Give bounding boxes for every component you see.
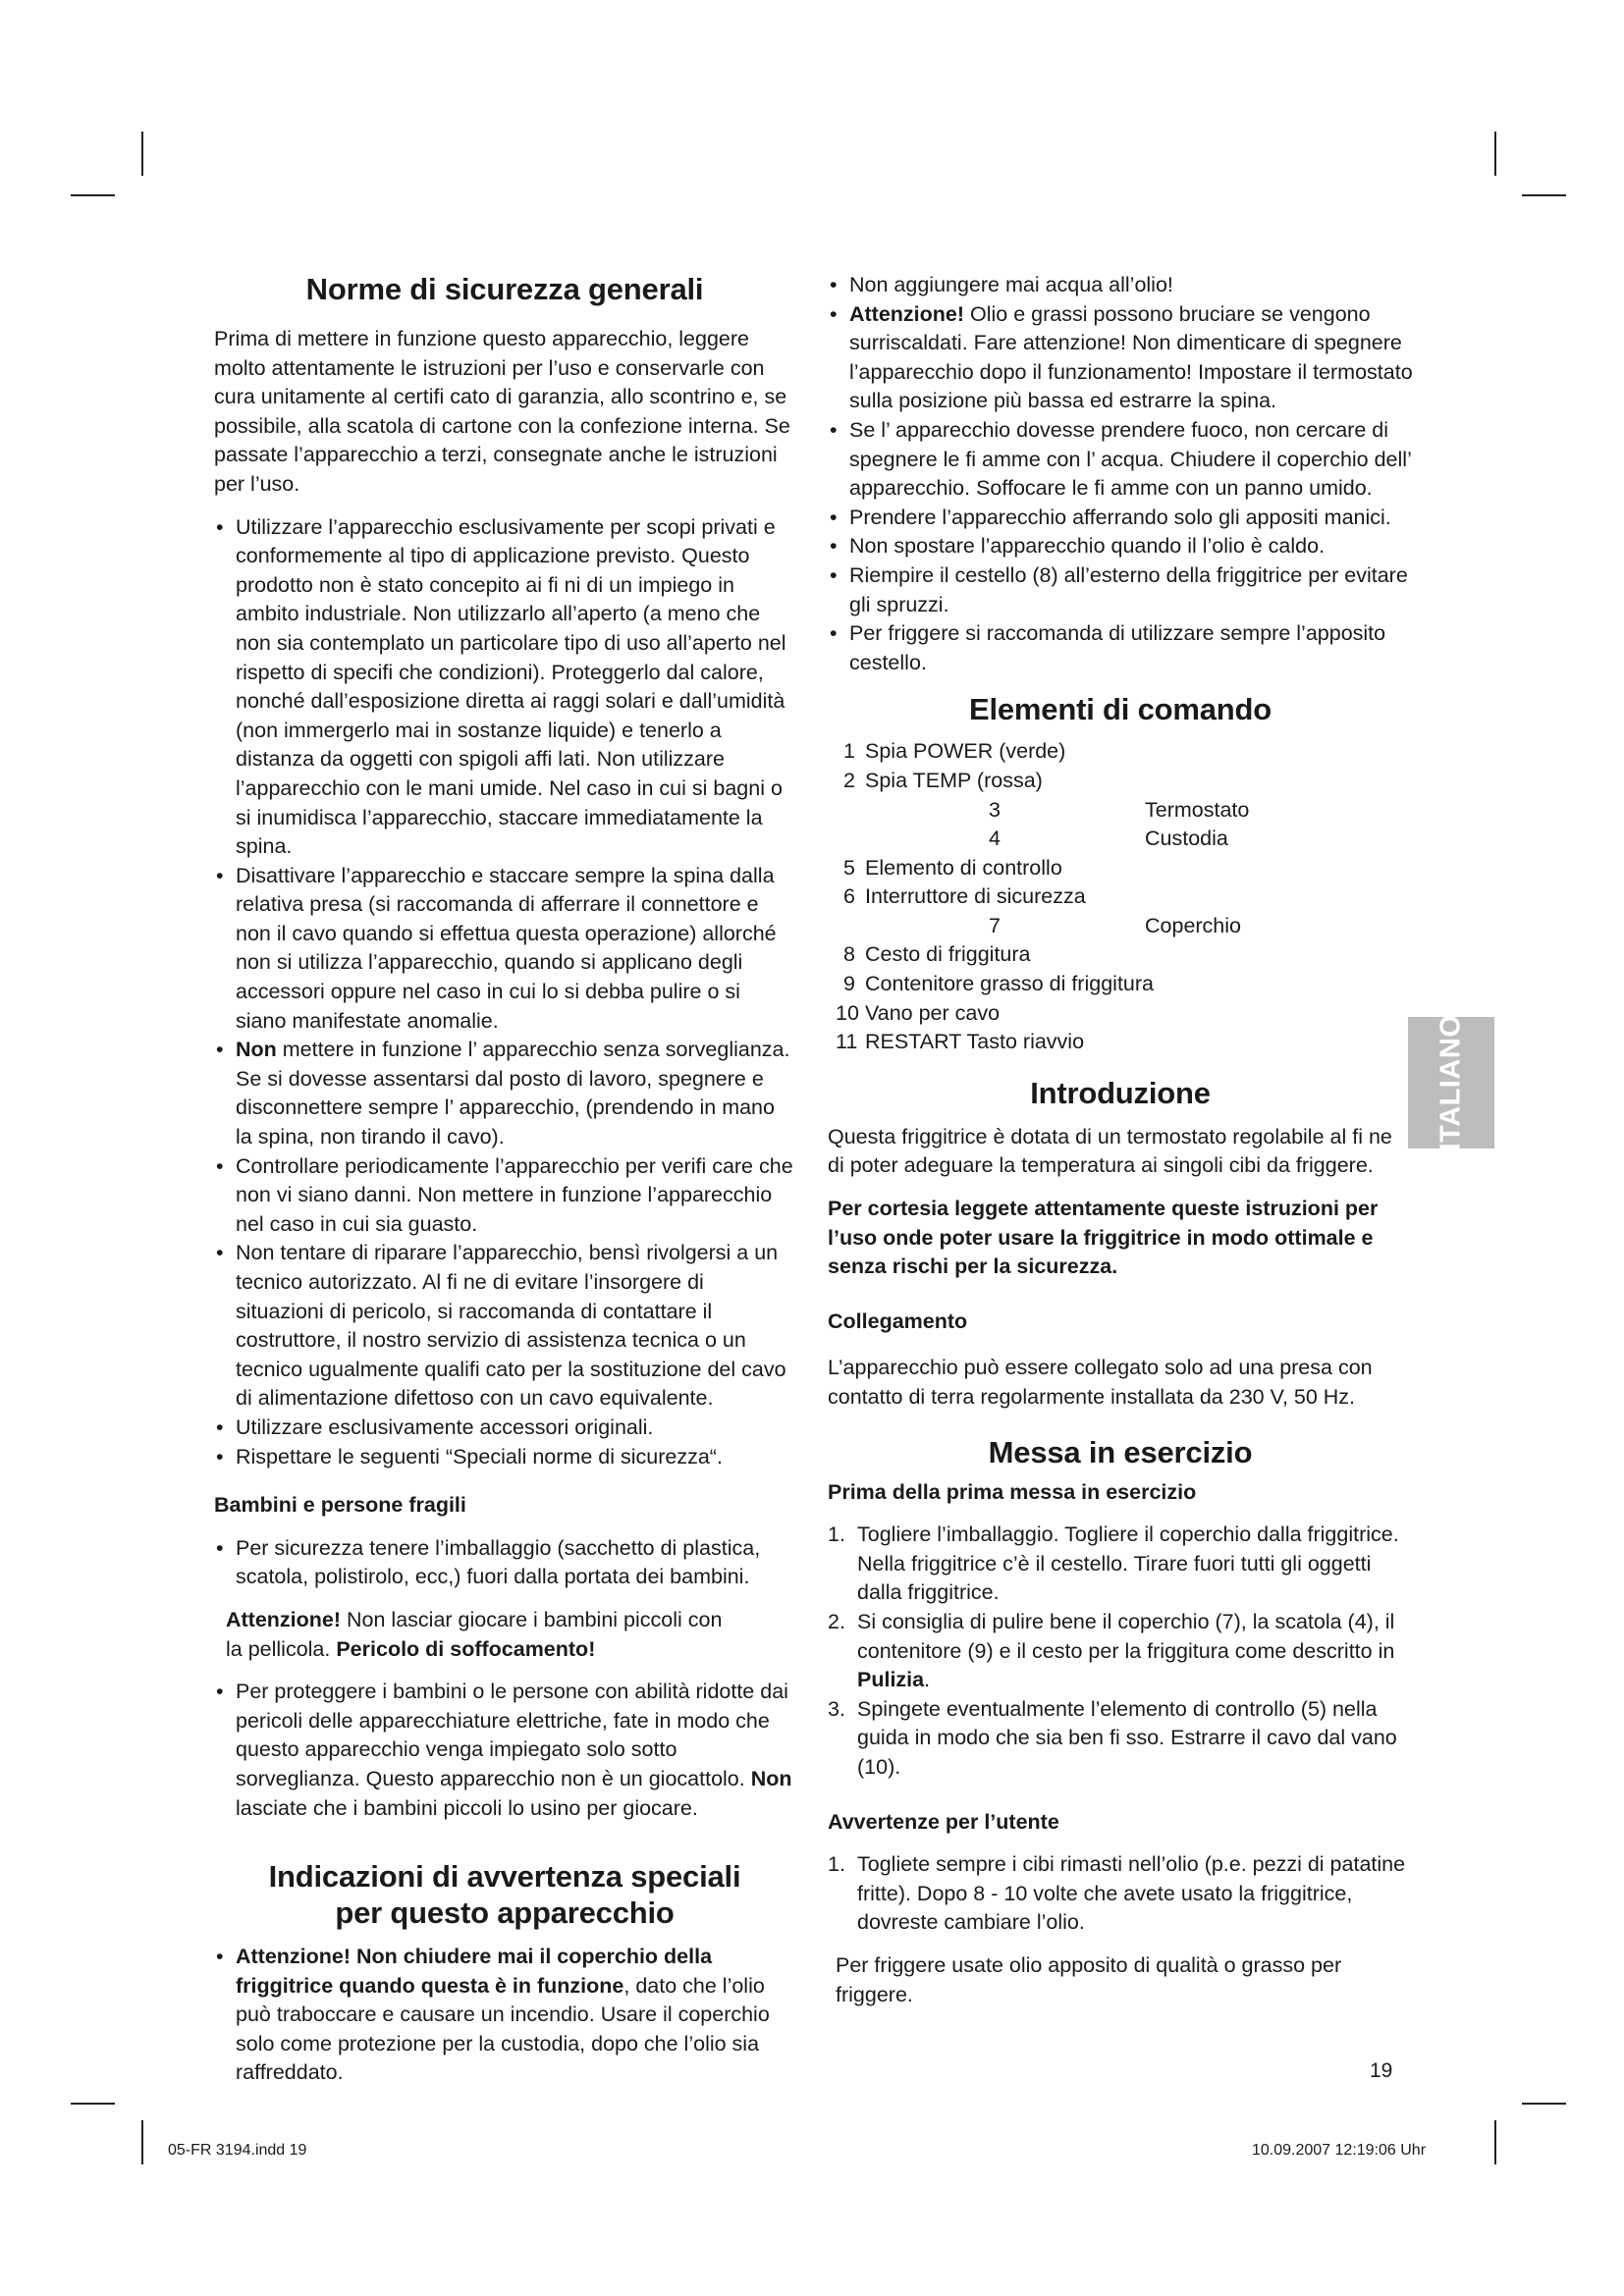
control-item: 11 RESTART Tasto riavvio [836, 1030, 1085, 1054]
control-item: 10 Vano per cavo [836, 1000, 1001, 1025]
children-list-2 [214, 1678, 795, 1823]
connection-text: L’apparecchio può essere collegato solo ad una presa con contatto di terra regolarmente installata da 230 V, 50 Hz. [828, 1356, 1373, 1409]
intro-paragraph: Prima di mettere in funzione questo apparecchio, leggere molto attentamente le istruzioni per l’uso e conservarle con cura unitamente al certifi cato di garanzia, allo scontrino e, se possibile, alla scatola di cartone con la confezione interna. Se passate l’apparecchio a terzi, consegnate anche le istruzioni per l’uso. [214, 327, 790, 496]
crop-mark [141, 2120, 143, 2164]
intro-bold-text: Per cortesia leggete attentamente queste istruzioni per l’uso onde poter usare la friggitrice in modo ottimale e senza rischi per la sicurezza. [828, 1197, 1379, 1279]
children-list [214, 1534, 795, 1592]
list-item: • Non tentare di riparare l’apparecchio, bensì rivolgersi a un tecnico autorizzato. Al fi ne di evitare l’insorgere di situazioni di pericolo, si raccomanda di contattare il costruttore, il nostro servizio di assistenza tecnica o un tecnico ugualmente qualifi cato per la sostituzione del cavo di alimentazione difettoso con un cavo equivalente. [214, 1239, 795, 1414]
list-item: • Per friggere si raccomanda di utilizzare sempre l’apposito cestello. [828, 619, 1413, 677]
right-column [828, 271, 1413, 2009]
control-item: 9 Contenitore grasso di friggitura [843, 972, 1154, 996]
crop-mark [71, 194, 115, 196]
subheading-first-use: Prima della prima messa in esercizio [828, 1479, 1197, 1504]
intro-text: Questa friggitrice è dotata di un termostato regolabile al fi ne di poter adeguare la temperatura ai singoli cibi da friggere. [828, 1124, 1392, 1178]
section-title-intro: Introduzione [1030, 1075, 1211, 1110]
user-note-text: Per friggere usate olio apposito di qualità o grasso per friggere. [836, 1952, 1342, 2006]
subheading-connection: Collegamento [828, 1308, 968, 1333]
subheading-user-notes: Avvertenze per l’utente [828, 1809, 1059, 1834]
language-tab-label: ITALIANO [1435, 1014, 1467, 1151]
step-item: 1. Togliete sempre i cibi rimasti nell’olio (p.e. pezzi di patatine fritte). Dopo 8 - 10 volte che avete usato la friggitrice, dovreste cambiare l’olio. [828, 1852, 1406, 1935]
crop-mark [1522, 2103, 1566, 2105]
control-item: 5 Elemento di controllo [843, 855, 1062, 880]
control-item: 8 Cesto di friggitura [843, 942, 1031, 967]
warning-note: Attenzione! Non lasciar giocare i bambini piccoli con la pellicola. Pericolo di soffocamento! [226, 1607, 723, 1661]
print-slug-filename: 05-FR 3194.indd 19 [168, 2142, 307, 2159]
special-warnings-list-cont [828, 271, 1413, 677]
crop-mark [1494, 132, 1496, 176]
page-number: 19 [1370, 2059, 1393, 2082]
crop-mark [71, 2103, 115, 2105]
list-item: • Utilizzare l’apparecchio esclusivamente per scopi privati e conformemente al tipo di applicazione previsto. Questo prodotto non è stato concepito ai fi ni di un impiego in ambito industriale. Non utilizzarlo all’aperto (a meno che non sia contemplato un particolare tipo di uso all’aperto nel rispetto di specifi che condizioni). Proteggerlo dal calore, nonché dall’esposizione diretta ai raggi solari e dall’umidità (non immergerlo mai in sostanze liquide) e tenerlo a distanza da oggetti con spigoli affi lati. Non utilizzare l’apparecchio con le mani umide. Nel caso in cui si bagni o si inumidisca l’apparecchio, staccare immediatamente la spina. [214, 513, 795, 862]
step-item: 1. Togliere l’imballaggio. Togliere il coperchio dalla friggitrice. Nella friggitrice c’è il cestello. Tirare fuori tutti gli oggetti dalla friggitrice. [828, 1522, 1399, 1605]
list-item: • Disattivare l’apparecchio e staccare sempre la spina dalla relativa presa (si raccomanda di afferrare il connettore e non il cavo quando si effettua questa operazione) allorché non si utilizza l’apparecchio, quando si applicano degli accessori oppure nel caso in cui lo si debba pulire o si siano manifestate anomalie. [214, 862, 795, 1037]
crop-mark [141, 132, 143, 176]
list-item: • Attenzione! Non chiudere mai il coperchio della friggitrice quando questa è in funzione, dato che l’olio può traboccare e causare un incendio. Usare il coperchio solo come protezione per la custodia, dopo che l’olio sia raffreddato. [214, 1943, 795, 2088]
section-title-startup: Messa in esercizio [988, 1434, 1253, 1469]
list-item: • Riempire il cestello (8) all’esterno della friggitrice per evitare gli spruzzi. [828, 561, 1413, 619]
section-title-special: Indicazioni di avvertenza speciali per questo apparecchio [268, 1859, 741, 1931]
crop-mark [1494, 2120, 1496, 2164]
subheading-children: Bambini e persone fragili [214, 1493, 466, 1518]
control-item: 4 Custodia [989, 827, 1228, 851]
list-item: • Attenzione! Olio e grassi possono bruciare se vengono surriscaldati. Fare attenzione! Non dimenticare di spegnere l’apparecchio dopo il funzionamento! Impostare il termostato sulla posizione più bassa ed estrarre la spina. [828, 300, 1413, 416]
list-item: • Utilizzare esclusivamente accessori originali. [214, 1414, 795, 1443]
first-use-steps [828, 1521, 1413, 1782]
section-title-controls: Elementi di comando [969, 692, 1272, 727]
list-item: • Non aggiungere mai acqua all’olio! [828, 271, 1413, 300]
crop-mark [1522, 194, 1566, 196]
list-item: • Rispettare le seguenti “Speciali norme di sicurezza“. [214, 1443, 795, 1472]
section-title-safety: Norme di sicurezza generali [305, 272, 704, 306]
list-item: • Controllare periodicamente l’apparecchio per verifi care che non vi siano danni. Non mettere in funzione l’apparecchio nel caso in cui sia guasto. [214, 1152, 795, 1240]
list-item: • Per sicurezza tenere l’imballaggio (sacchetto di plastica, scatola, polistirolo, ecc,) fuori dalla portata dei bambini. [214, 1534, 795, 1592]
list-item: • Non spostare l’apparecchio quando il l’olio è caldo. [828, 532, 1413, 561]
control-item: 1 Spia POWER (verde) [843, 739, 1066, 764]
controls-list [828, 737, 1413, 1057]
list-item: • Per proteggere i bambini o le persone con abilità ridotte dai pericoli delle apparecchiature elettriche, fate in modo che questo apparecchio venga impiegato solo sotto sorveglianza. Questo apparecchio non è un giocattolo. Non lasciate che i bambini piccoli lo usino per giocare. [214, 1678, 795, 1823]
user-notes-list [828, 1850, 1413, 1938]
control-item: 2 Spia TEMP (rossa) [843, 768, 1043, 792]
step-item: 3. Spingete eventualmente l’elemento di controllo (5) nella guida in modo che sia ben fi sso. Estrarre il cavo dal vano (10). [828, 1696, 1397, 1779]
print-slug-timestamp: 10.09.2007 12:19:06 Uhr [1252, 2142, 1427, 2159]
step-item: 2. Si consiglia di pulire bene il coperchio (7), la scatola (4), il contenitore (9) e il cesto per la friggitura come descritto in Pulizia. [828, 1609, 1395, 1692]
special-warnings-list [214, 1943, 795, 2088]
list-item: • Non mettere in funzione l’ apparecchio senza sorveglianza. Se si dovesse assentarsi dal posto di lavoro, spegnere e disconnettere sempre l’ apparecchio, (prendendo in mano la spina, non tirando il cavo). [214, 1036, 795, 1151]
left-column [214, 271, 795, 2088]
control-item: 7 Coperchio [989, 913, 1241, 937]
control-item: 3 Termostato [989, 797, 1250, 822]
list-item: • Se l’ apparecchio dovesse prendere fuoco, non cercare di spegnere le fi amme con l’ acqua. Chiudere il coperchio dell’ apparecchio. Soffocare le fi amme con un panno umido. [828, 416, 1413, 504]
safety-list [214, 513, 795, 1472]
list-item: • Prendere l’apparecchio afferrando solo gli appositi manici. [828, 504, 1413, 533]
language-tab [1408, 1014, 1494, 1151]
control-item: 6 Interruttore di sicurezza [843, 884, 1086, 909]
